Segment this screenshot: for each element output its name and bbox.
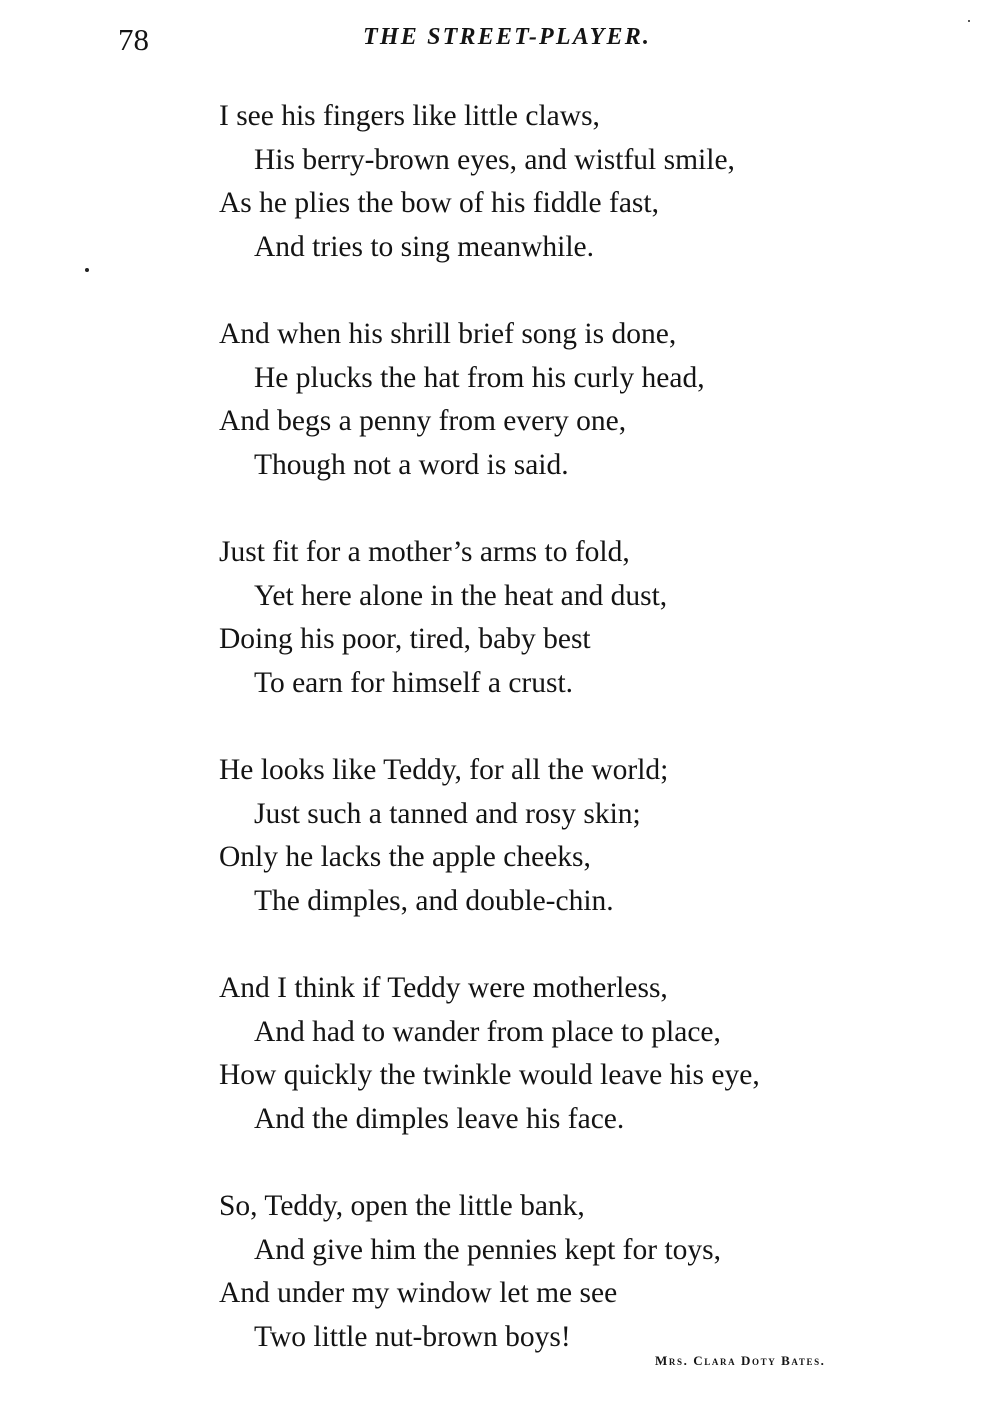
poem-line: And I think if Teddy were motherless, xyxy=(219,972,668,1004)
poem-line: And give him the pennies kept for toys, xyxy=(254,1233,722,1266)
poem-line: How quickly the twinkle would leave his eye, xyxy=(219,1059,760,1091)
poem-line: His berry-brown eyes, and wistful smile, xyxy=(254,143,735,176)
poem-line: He looks like Teddy, for all the world; xyxy=(219,754,669,786)
poem-line: He plucks the hat from his curly head, xyxy=(254,361,705,394)
poem-line: Two little nut-brown boys! xyxy=(254,1320,571,1353)
poem-line: Only he lacks the apple cheeks, xyxy=(219,841,591,873)
poem-line: Yet here alone in the heat and dust, xyxy=(254,579,668,612)
page-number: 78 xyxy=(118,22,149,57)
stanza xyxy=(219,314,959,532)
stanza xyxy=(219,1186,959,1404)
poem-line: And begs a penny from every one, xyxy=(219,405,627,437)
attribution: Mrs. Clara Doty Bates. xyxy=(655,1353,826,1368)
scan-speck xyxy=(968,20,970,22)
scan-speck xyxy=(85,268,89,272)
stanza xyxy=(219,750,959,968)
poem-line: And tries to sing meanwhile. xyxy=(254,230,595,263)
poem-line: Just such a tanned and rosy skin; xyxy=(254,797,641,830)
stanza xyxy=(219,96,959,314)
poem-line: As he plies the bow of his fiddle fast, xyxy=(219,187,659,219)
poem-line: And when his shrill brief song is done, xyxy=(219,318,677,350)
poem-line: So, Teddy, open the little bank, xyxy=(219,1190,585,1222)
poem-line: Just fit for a mother’s arms to fold, xyxy=(219,536,630,568)
poem-line: To earn for himself a crust. xyxy=(254,666,574,699)
stanza xyxy=(219,968,959,1186)
poem-line: And the dimples leave his face. xyxy=(254,1102,625,1135)
poem-line: And under my window let me see xyxy=(219,1277,618,1309)
running-head: THE STREET-PLAYER. xyxy=(363,24,652,50)
poem-line: Doing his poor, tired, baby best xyxy=(219,623,591,655)
poem-line: The dimples, and double-chin. xyxy=(254,884,614,917)
poem-line: Though not a word is said. xyxy=(254,448,569,481)
poem xyxy=(219,96,959,1404)
stanza xyxy=(219,532,959,750)
poem-line: And had to wander from place to place, xyxy=(254,1015,721,1048)
poem-line: I see his fingers like little claws, xyxy=(219,100,600,132)
